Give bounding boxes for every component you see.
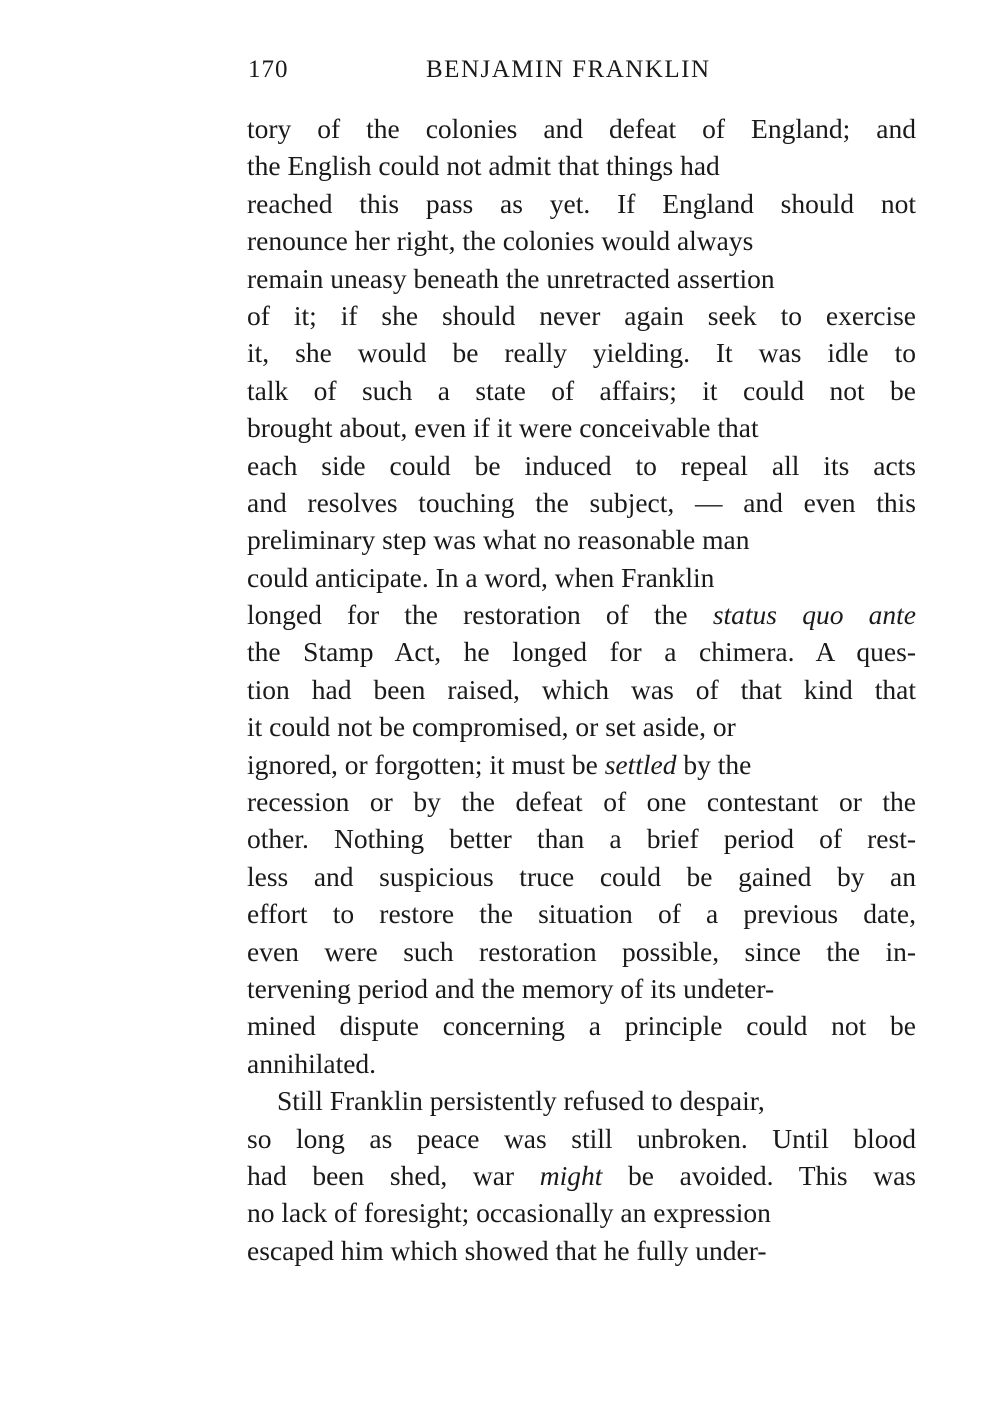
- text-line: recession or by the defeat of one contestant or the: [247, 786, 916, 818]
- text-line: it could not be compromised, or set aside, or: [247, 711, 736, 743]
- paragraph-2: [247, 1082, 916, 1269]
- text-line: no lack of foresight; occasionally an expression: [247, 1197, 771, 1229]
- text-line: renounce her right, the colonies would always: [247, 225, 754, 257]
- running-head: [248, 56, 740, 92]
- italic-word: settled: [604, 748, 677, 780]
- text-line: escaped him which showed that he fully under-: [247, 1234, 767, 1266]
- text-line: Still Franklin persistently refused to despair,: [277, 1085, 765, 1117]
- text-line: each side could be induced to repeal all its acts: [247, 449, 916, 481]
- text-line: mined dispute concerning a principle could not be: [247, 1010, 916, 1042]
- text-line: remain uneasy beneath the unretracted assertion: [247, 262, 775, 294]
- text-line: the English could not admit that things had: [247, 150, 720, 182]
- text-segment: had been shed, war: [247, 1159, 540, 1191]
- text-line: even were such restoration possible, since the in-: [247, 935, 916, 967]
- text-segment: by the: [676, 748, 752, 780]
- text-line: annihilated.: [247, 1047, 377, 1079]
- text-line: less and suspicious truce could be gained by an: [247, 860, 916, 892]
- text-line: could anticipate. In a word, when Franklin: [247, 561, 715, 593]
- text-line: the Stamp Act, he longed for a chimera. A ques-: [247, 636, 916, 668]
- text-line-with-italic: [247, 596, 916, 633]
- text-line: so long as peace was still unbroken. Until blood: [247, 1122, 916, 1154]
- paragraph-1: [247, 110, 916, 1082]
- text-line-with-italic: [247, 1157, 916, 1194]
- text-line: of it; if she should never again seek to exercise: [247, 299, 916, 331]
- body-text: [247, 110, 916, 1269]
- text-line: reached this pass as yet. If England should not: [247, 187, 916, 219]
- text-line: preliminary step was what no reasonable man: [247, 524, 750, 556]
- text-line: talk of such a state of affairs; it could not be: [247, 374, 916, 406]
- text-line: effort to restore the situation of a previous date,: [247, 898, 916, 930]
- text-line: other. Nothing better than a brief period of rest-: [247, 823, 916, 855]
- text-segment: ignored, or forgotten; it must be: [247, 748, 605, 780]
- running-title: BENJAMIN FRANKLIN: [426, 56, 711, 83]
- text-line: brought about, even if it were conceivable that: [247, 412, 759, 444]
- text-line: it, she would be really yielding. It was idle to: [247, 337, 916, 369]
- text-segment: be avoided. This was: [602, 1159, 916, 1191]
- italic-word: might: [539, 1159, 603, 1191]
- text-line: and resolves touching the subject, — and even this: [247, 486, 916, 518]
- text-line: tory of the colonies and defeat of England; and: [247, 113, 916, 144]
- text-line: tion had been raised, which was of that kind that: [247, 673, 916, 705]
- text-segment: longed for the restoration of the: [247, 599, 713, 631]
- text-line-with-italic: [247, 746, 916, 783]
- page-number: 170: [248, 56, 289, 83]
- text-line: tervening period and the memory of its undeter-: [247, 972, 775, 1004]
- italic-phrase: status quo ante: [712, 599, 916, 631]
